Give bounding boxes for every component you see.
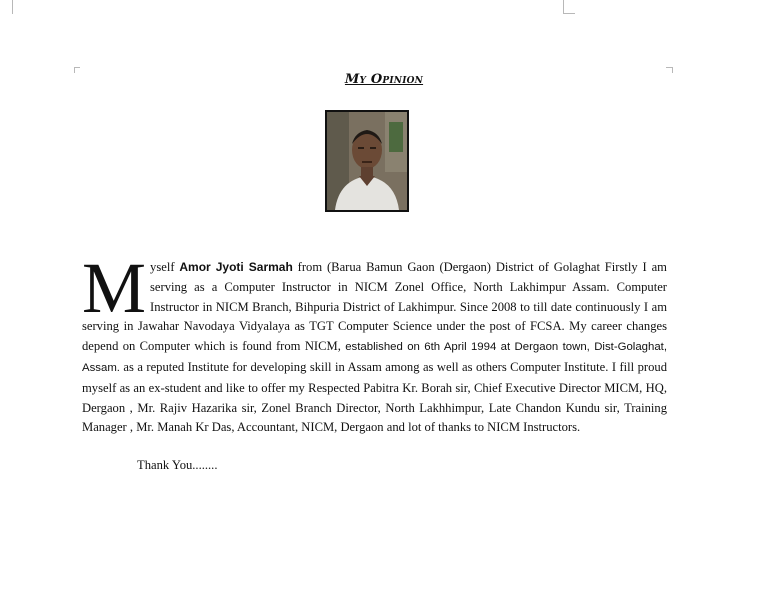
margin-mark-right-h bbox=[666, 67, 672, 68]
margin-mark-left-h bbox=[74, 67, 80, 68]
author-name: Amor Jyoti Sarmah bbox=[179, 260, 293, 274]
corner-mark-top-left bbox=[12, 0, 13, 14]
portrait-image bbox=[327, 112, 407, 210]
opinion-paragraph bbox=[82, 248, 668, 438]
closing-text: Thank You........ bbox=[137, 458, 218, 472]
corner-mark-top-right-h bbox=[563, 13, 575, 14]
page-title: My Opinion bbox=[344, 72, 424, 87]
paragraph-intro: yself bbox=[150, 260, 180, 274]
corner-mark-top-right bbox=[563, 0, 564, 14]
paragraph-text-1: from (Barua Bamun Gaon (Dergaon) District of Golaghat Firstly I am serving as a Computer Instructor in NICM Zonel Office, North Lakhimpur Assam. Computer Instructor in NICM Branch, Bihpuria District of Lakhimpur. Since 2008 to till date continuously I am serving in Jawahar Navodaya Vidyalaya as TGT Computer Science under the post of FCSA. My career changes depend on Computer which is found from NICM, bbox=[82, 260, 667, 354]
paragraph-established: established on 6th April 1994 at Dergaon town, Dist-Golaghat, Assam. bbox=[82, 341, 668, 374]
portrait-photo bbox=[325, 110, 409, 212]
drop-cap: M bbox=[82, 248, 147, 328]
paragraph-text-2: as a reputed Institute for developing skill in Assam among as well as others Computer Institute. I fill proud myself as an ex-student and like to offer my Respected Pabitra Kr. Borah sir, Chief Executive Director MICM, HQ, Dergaon , Mr. Rajiv Hazarika sir, Zonel Branch Director, North Lakhhimpur, Late Chandon Kundu sir, Training Manager , Mr. Manah Kr Das, Accountant, NICM, Dergaon and lot of thanks to NICM Instructors. bbox=[82, 359, 667, 435]
